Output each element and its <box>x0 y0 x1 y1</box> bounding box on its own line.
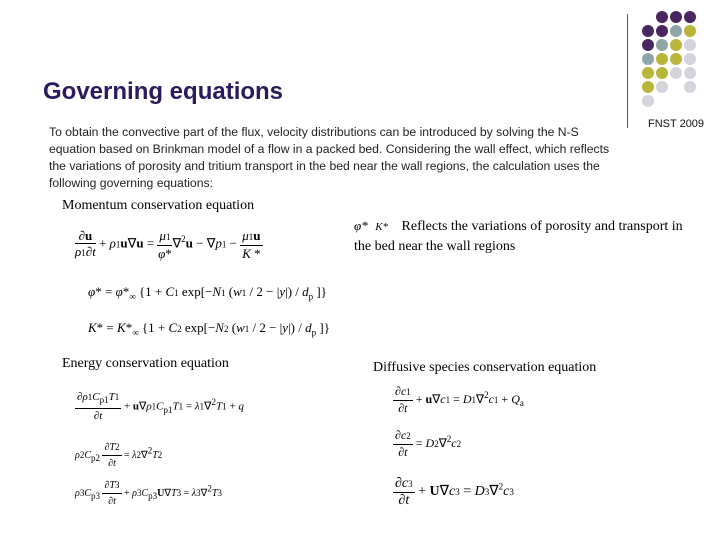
porosity-equation: $\varphi* = \varphi*_\infty$ {1 + C1 exp[−N1 $(w1 / 2 - |y|) / d_p$ ]} <box>88 284 327 302</box>
decor-dot <box>656 67 668 79</box>
k-symbol: K* <box>375 221 389 233</box>
slide-title: Governing equations <box>43 78 284 105</box>
energy-equation-1: $\frac{\partial\rho 1C_{p1}T1}{\partial t}$ + $u\nabla\rho 1C_{p1}T1 = \lambda 1\nabla^2T1 + q$ <box>77 391 244 423</box>
decor-dot <box>684 81 696 93</box>
diffusion-equation-1: $\frac{\partial c1}{\partial t}$ + $u\nabla c1 = D1\nabla^2c1 + Q_a$ <box>395 384 524 415</box>
diffusive-heading: Diffusive species conservation equation <box>373 360 597 375</box>
conference-badge: FNST 2009 <box>648 118 705 130</box>
permeability-equation: $K* = K*_\infty$ {1 + C2 exp[−N2 $(w1 / 2 - |y|) / d_p$ ]} <box>88 320 330 338</box>
phi-symbol: φ* <box>354 218 368 233</box>
decor-dot <box>642 53 654 65</box>
wall-effect-note <box>354 216 684 257</box>
decor-dot <box>684 11 696 23</box>
decor-dot <box>656 53 668 65</box>
diffusion-equation-3: $\frac{\partial c3}{\partial t}$ + U∇c3 = D3∇$^2$c3 <box>395 476 514 508</box>
intro-paragraph: To obtain the convective part of the flux, velocity distributions can be introduced by solving the N-S equation based on Brinkman model of a flow in a packed bed. Considering the wall effect, which reflects the variations of porosity and tritium transport in the bed near the wall regions, the calculation uses the following governing equations: <box>49 125 610 190</box>
divider-line <box>627 14 628 128</box>
decor-dot <box>670 25 682 37</box>
decor-dot <box>684 39 696 51</box>
decor-dot <box>642 25 654 37</box>
decor-dot <box>656 25 668 37</box>
decor-dot <box>642 67 654 79</box>
decor-dot <box>642 95 654 107</box>
decor-dot <box>656 81 668 93</box>
energy-equation-2: $\rho 2C_{p2}$ $\frac{\partial T2}{\partial t}$ = λ2∇$^2$T2 <box>75 442 163 469</box>
decor-dot <box>684 67 696 79</box>
decor-dot <box>684 25 696 37</box>
decor-dot <box>656 39 668 51</box>
decor-dot <box>670 67 682 79</box>
momentum-heading: Momentum conservation equation <box>62 198 255 213</box>
decor-dot <box>684 53 696 65</box>
energy-heading: Energy conservation equation <box>62 356 229 371</box>
energy-equation-3: $\rho 3C_{p3}$ $\frac{\partial T3}{\partial t}$ + $\rho 3C_{p3}U\nabla T3 = \lambda 3\nabla^2T3$ <box>75 480 222 507</box>
wall-effect-note-text: Reflects the variations of porosity and transport in the bed near the wall regions <box>354 219 683 254</box>
decorative-dot-grid <box>640 10 720 120</box>
momentum-equation: $\frac{\partial u}{\rho 1\partial t}$ + ρ1u∇u = $\frac{\mu 1}{\varphi*}$ ∇$^2$u − ∇p1 − $\frac{\mu 1u}{K *}$ <box>75 228 261 261</box>
decor-dot <box>642 39 654 51</box>
decor-dot <box>670 11 682 23</box>
decor-dot <box>656 11 668 23</box>
decor-dot <box>670 53 682 65</box>
diffusion-equation-2: $\frac{\partial c2}{\partial t}$ = D2∇$^2$c2 <box>395 428 462 459</box>
decor-dot <box>670 39 682 51</box>
decor-dot <box>642 81 654 93</box>
